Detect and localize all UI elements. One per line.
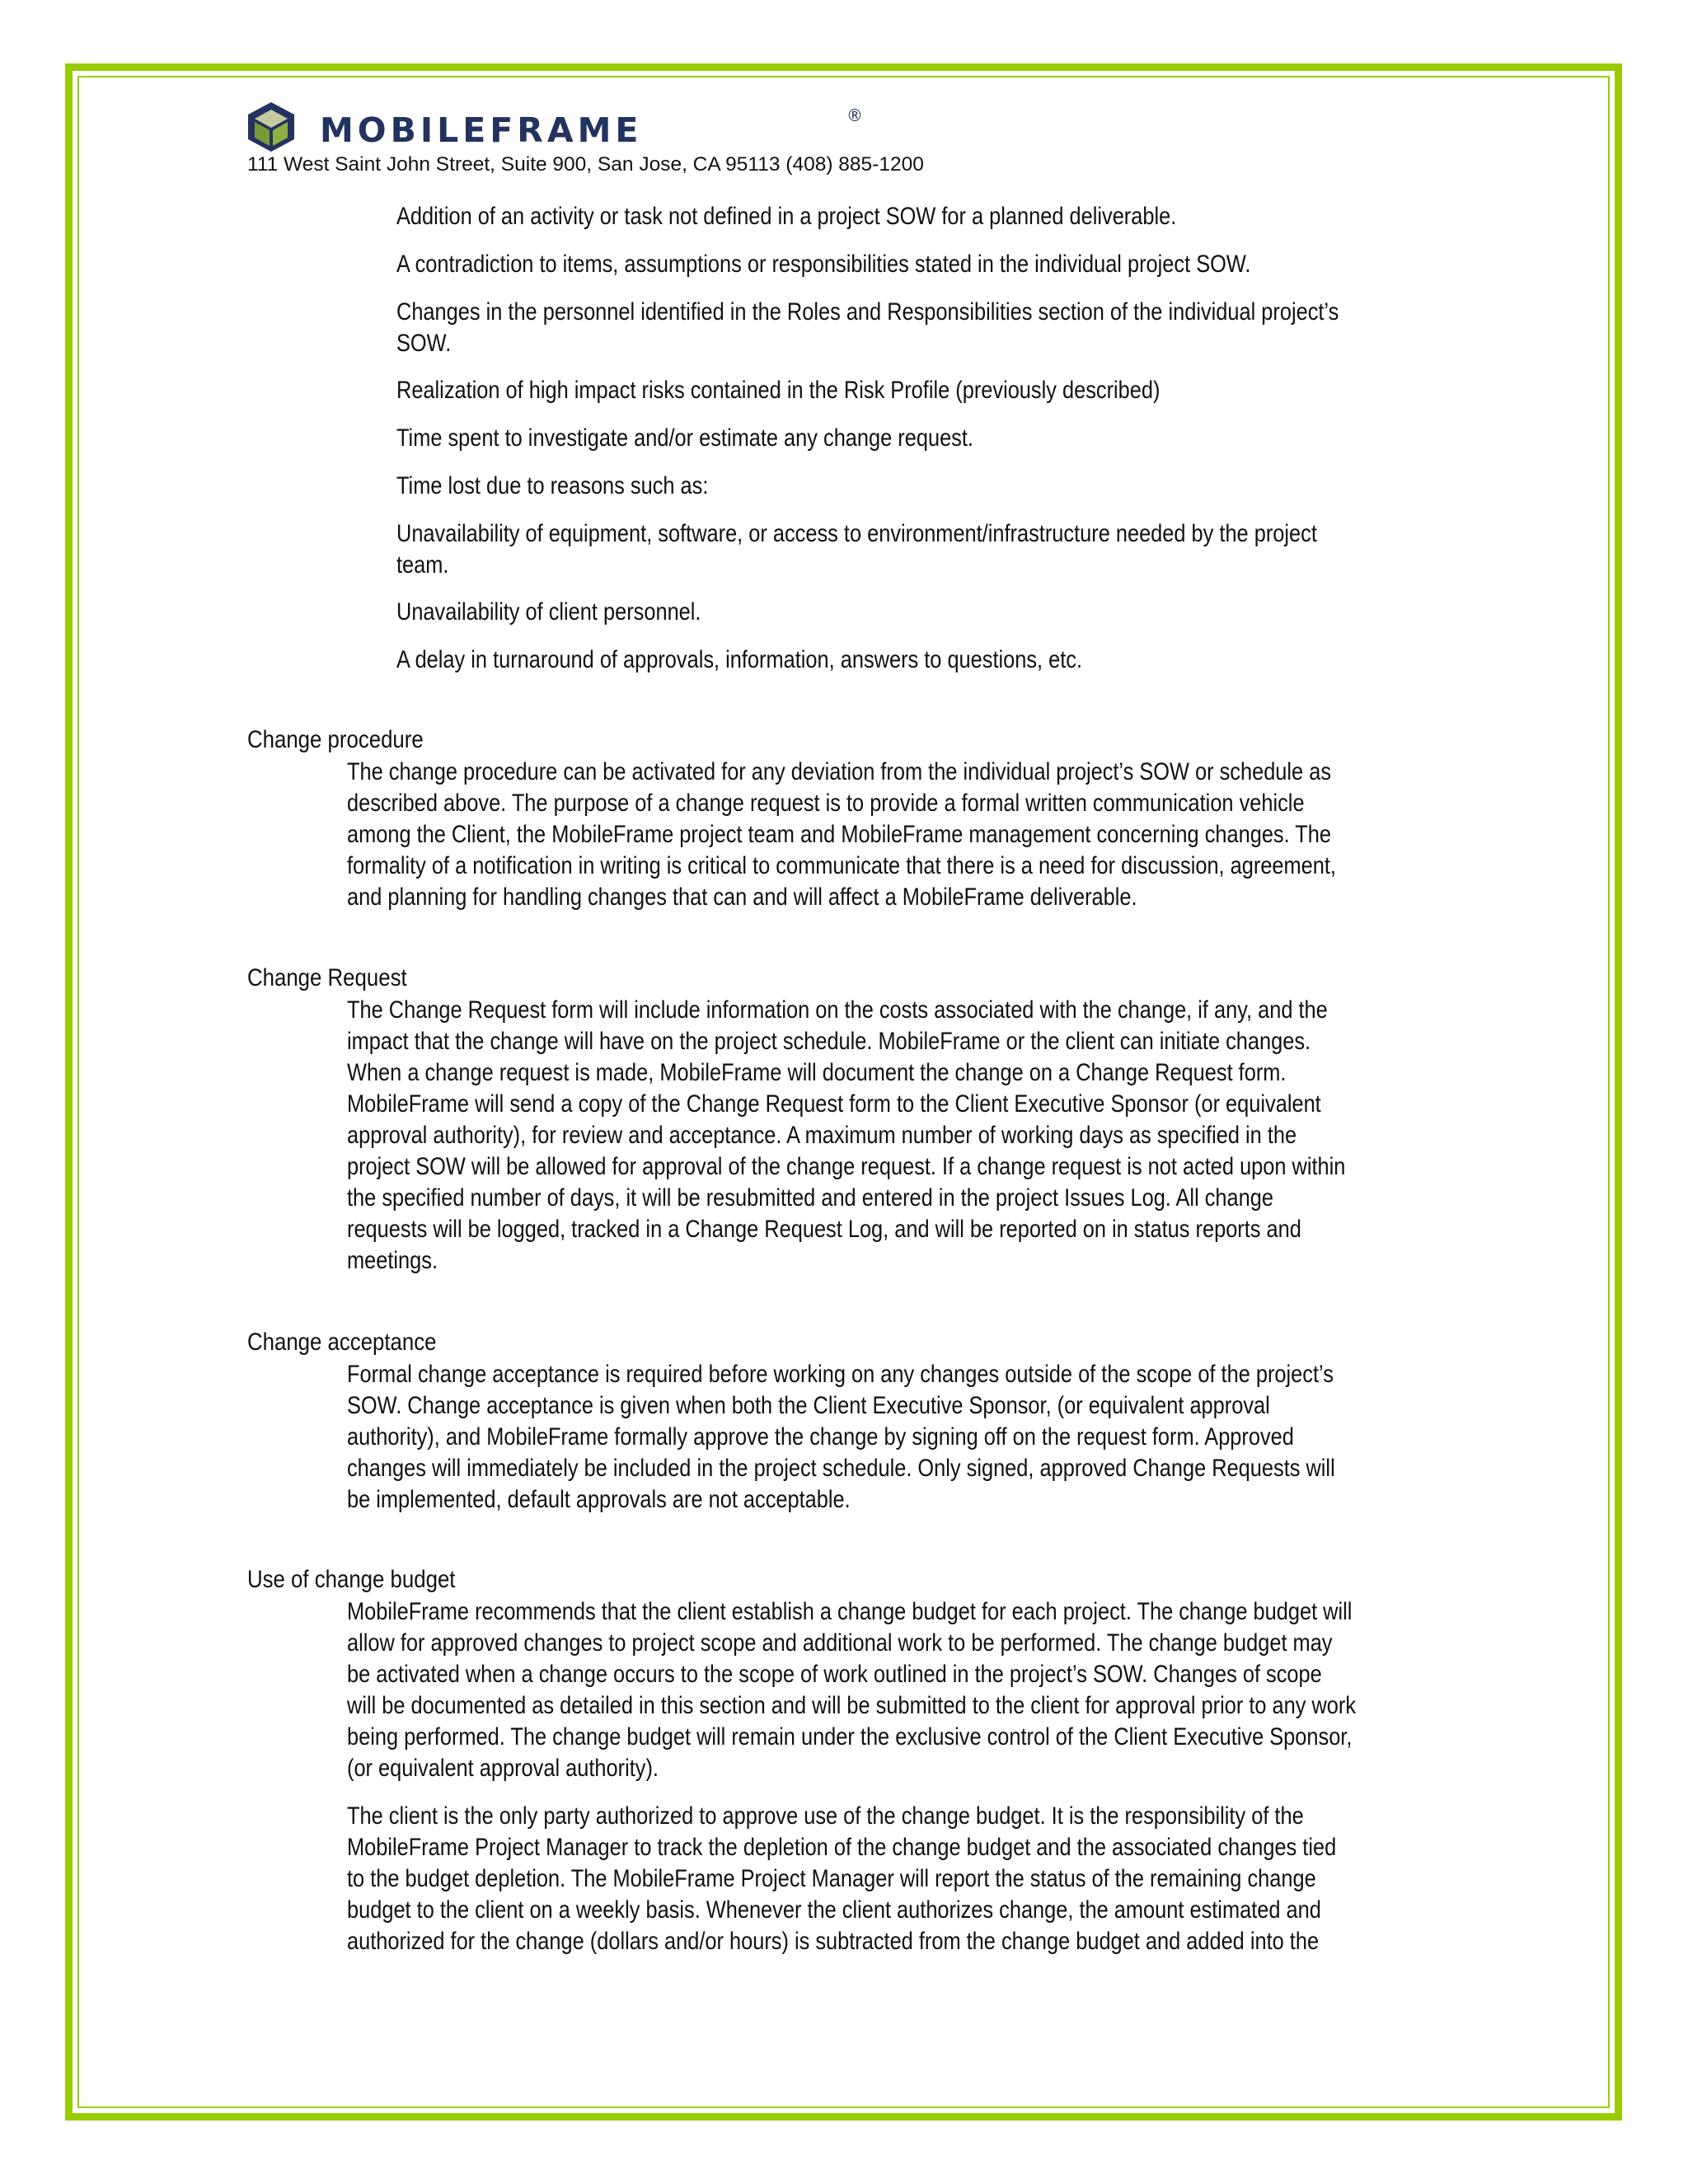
paragraph-line: changes will immediately be included in the project schedule. Only signed, approved Change Requests will [347,1455,1335,1482]
paragraph-line: authorized for the change (dollars and/or hours) is subtracted from the change budget and added into the [347,1928,1320,1955]
paragraph-line: The change procedure can be activated for any deviation from the individual project’s SOW or schedule as [347,758,1332,785]
paragraph-line: requests will be logged, tracked in a Change Request Log, and will be reported on in status reports and [347,1216,1301,1243]
list-item-line: team. [396,551,449,579]
section-paragraph [347,757,1336,913]
paragraph-line: and planning for handling changes that can and will affect a MobileFrame deliverable. [347,883,1137,911]
section-paragraph [347,1801,1336,1957]
list-item-line: A contradiction to items, assumptions or responsibilities stated in the individual project SOW. [396,251,1251,278]
paragraph-line: meetings. [347,1247,438,1274]
logo-wordmark: MOBILEFRAME [320,110,643,150]
list-item-line: Unavailability of client personnel. [396,598,701,626]
list-item-line: Realization of high impact risks contained in the Risk Profile (previously described) [396,377,1160,404]
list-item-line: Addition of an activity or task not defined in a project SOW for a planned deliverable. [396,203,1177,230]
list-item-line: A delay in turnaround of approvals, information, answers to questions, etc. [396,646,1083,673]
paragraph-line: among the Client, the MobileFrame project team and MobileFrame management concerning changes. The [347,821,1331,848]
list-item [396,249,1250,280]
paragraph-line: be implemented, default approvals are not acceptable. [347,1486,851,1513]
section-heading: Change Request [247,964,407,991]
paragraph-line: Formal change acceptance is required before working on any changes outside of the scope of the project’s [347,1361,1334,1388]
company-address: 111 West Saint John Street, Suite 900, San Jose, CA 95113 (408) 885-1200 [247,153,924,176]
list-item-line: Time spent to investigate and/or estimate any change request. [396,424,973,452]
list-item [396,644,1082,676]
paragraph-line: being performed. The change budget will remain under the exclusive control of the Client Executive Sponsor, [347,1723,1353,1750]
list-item [396,423,973,454]
paragraph-line: formality of a notification in writing is critical to communicate that there is a need for discussion, agreement, [347,852,1336,879]
paragraph-line: (or equivalent approval authority). [347,1755,659,1782]
list-item [396,375,1160,406]
list-item-line: Unavailability of equipment, software, or access to environment/infrastructure needed by the project [396,520,1317,547]
paragraph-line: The client is the only party authorized to approve use of the change budget. It is the responsibility of the [347,1802,1304,1830]
paragraph-line: budget to the client on a weekly basis. Whenever the client authorizes change, the amount estimated and [347,1896,1321,1924]
list-item [396,518,1317,581]
paragraph-line: described above. The purpose of a change request is to provide a formal written communication vehicle [347,790,1305,817]
paragraph-line: The Change Request form will include information on the costs associated with the change, if any, and the [347,996,1328,1024]
list-item-line: SOW. [396,330,452,357]
section-paragraph [347,1596,1356,1784]
company-logo [244,97,863,157]
paragraph-line: approval authority), for review and acceptance. A maximum number of working days as specified in the [347,1122,1297,1149]
paragraph-line: authority), and MobileFrame formally approve the change by signing off on the request form. Approved [347,1423,1294,1451]
section-heading: Change procedure [247,726,424,753]
paragraph-line: MobileFrame recommends that the client establish a change budget for each project. The change budget will [347,1598,1353,1625]
registered-mark: ® [846,105,863,125]
paragraph-line: When a change request is made, MobileFrame will document the change on a Change Request form. [347,1059,1287,1086]
list-item [396,471,708,502]
paragraph-line: will be documented as detailed in this section and will be submitted to the client for approval prior to any work [347,1692,1357,1719]
paragraph-line: SOW. Change acceptance is given when both the Client Executive Sponsor, (or equivalent approval [347,1392,1270,1419]
list-item [396,297,1339,359]
list-item-line: Changes in the personnel identified in the Roles and Responsibilities section of the individual project’s [396,298,1339,326]
list-item [396,201,1176,232]
paragraph-line: to the budget depletion. The MobileFrame Project Manager will report the status of the remaining change [347,1865,1316,1892]
list-item [396,597,701,628]
section-paragraph [347,1359,1335,1516]
paragraph-line: allow for approved changes to project scope and additional work to be performed. The change budget may [347,1629,1333,1657]
section-paragraph [347,995,1345,1277]
paragraph-line: impact that the change will have on the project schedule. MobileFrame or the client can initiate changes. [347,1028,1311,1055]
paragraph-line: MobileFrame will send a copy of the Change Request form to the Client Executive Sponsor (or equivalent [347,1090,1321,1118]
paragraph-line: project SOW will be allowed for approval of the change request. If a change request is not acted upon within [347,1153,1346,1180]
section-heading: Use of change budget [247,1566,456,1593]
paragraph-line: be activated when a change occurs to the scope of work outlined in the project’s SOW. Changes of scope [347,1661,1322,1688]
section-heading: Change acceptance [247,1329,437,1356]
paragraph-line: the specified number of days, it will be resubmitted and entered in the project Issues Log. All change [347,1184,1273,1212]
list-item-line: Time lost due to reasons such as: [396,472,709,499]
paragraph-line: MobileFrame Project Manager to track the depletion of the change budget and the associated changes tied [347,1834,1337,1861]
cube-logo-icon [244,100,298,154]
